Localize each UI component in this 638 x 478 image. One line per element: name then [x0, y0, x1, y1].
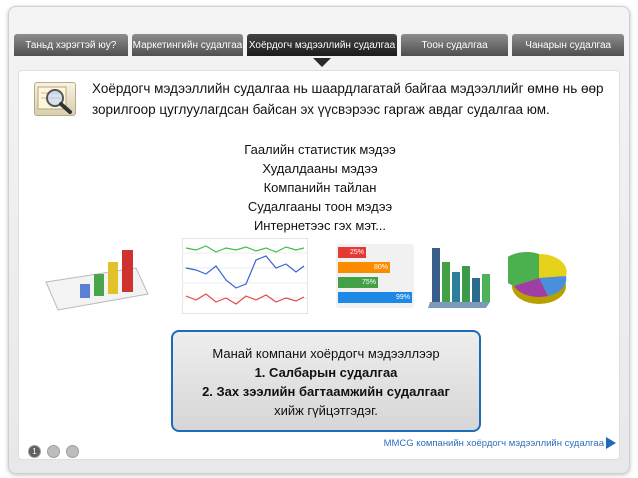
- progress-bar-4: 99%: [338, 292, 412, 303]
- bar-chart-icon: [40, 244, 152, 314]
- source-item: Худалдааны мэдээ: [262, 161, 378, 176]
- callout-line-1: Манай компани хоёрдогч мэдээллээр: [212, 346, 440, 361]
- tab-quantitative[interactable]: Тоон судалгаа: [401, 34, 509, 56]
- pager-dot-current[interactable]: 1: [28, 445, 41, 458]
- pager-dot[interactable]: [66, 445, 79, 458]
- 3d-bar-chart-icon: [428, 244, 492, 310]
- active-tab-caret: [313, 58, 331, 67]
- pager: [28, 445, 79, 458]
- intro-text: Хоёрдогч мэдээллийн судалгаа нь шаардлагатай байгаа мэдээллийг өмнө нь өөр зорилгоор цуглуулагдсан байсан эх үүсвэрээс гаргаж авдаг судалгаа юм.: [92, 81, 604, 117]
- tab-need[interactable]: Таньд хэрэгтэй юу?: [14, 34, 128, 56]
- source-item: Гаалийн статистик мэдээ: [244, 142, 396, 157]
- progress-bar-1: 25%: [338, 247, 366, 258]
- callout-line-2: 1. Салбарын судалгаа: [254, 365, 398, 380]
- progress-bars-icon: [336, 244, 414, 308]
- callout-line-4: хийж гүйцэтгэдэг.: [274, 403, 378, 418]
- callout-line-3: 2. Зах зээлийн багтаамжийн судалгааг: [202, 384, 450, 399]
- line-chart-icon: [182, 238, 308, 314]
- tab-marketing[interactable]: Маркетингийн судалгаа: [132, 34, 244, 56]
- source-item: Компанийн тайлан: [263, 180, 377, 195]
- source-item: Интернетээс гэх мэт...: [253, 218, 387, 233]
- pie-chart-icon: [508, 246, 570, 310]
- source-item: Судалгааны тоон мэдээ: [247, 199, 393, 214]
- sources-list: [190, 140, 450, 235]
- pager-dot[interactable]: [47, 445, 60, 458]
- tab-qualitative[interactable]: Чанарын судалгаа: [512, 34, 624, 56]
- footer-caption: MMCG компанийн хоёрдогч мэдээллийн судалгаа: [383, 438, 604, 449]
- top-navigation: [14, 34, 624, 56]
- company-callout: [171, 330, 481, 432]
- play-icon[interactable]: [606, 437, 616, 449]
- magnifier-icon: [34, 82, 76, 116]
- progress-bar-2: 80%: [338, 262, 390, 273]
- tab-secondary-research[interactable]: Хоёрдогч мэдээллийн судалгаа: [247, 34, 397, 56]
- progress-bar-3: 75%: [338, 277, 378, 288]
